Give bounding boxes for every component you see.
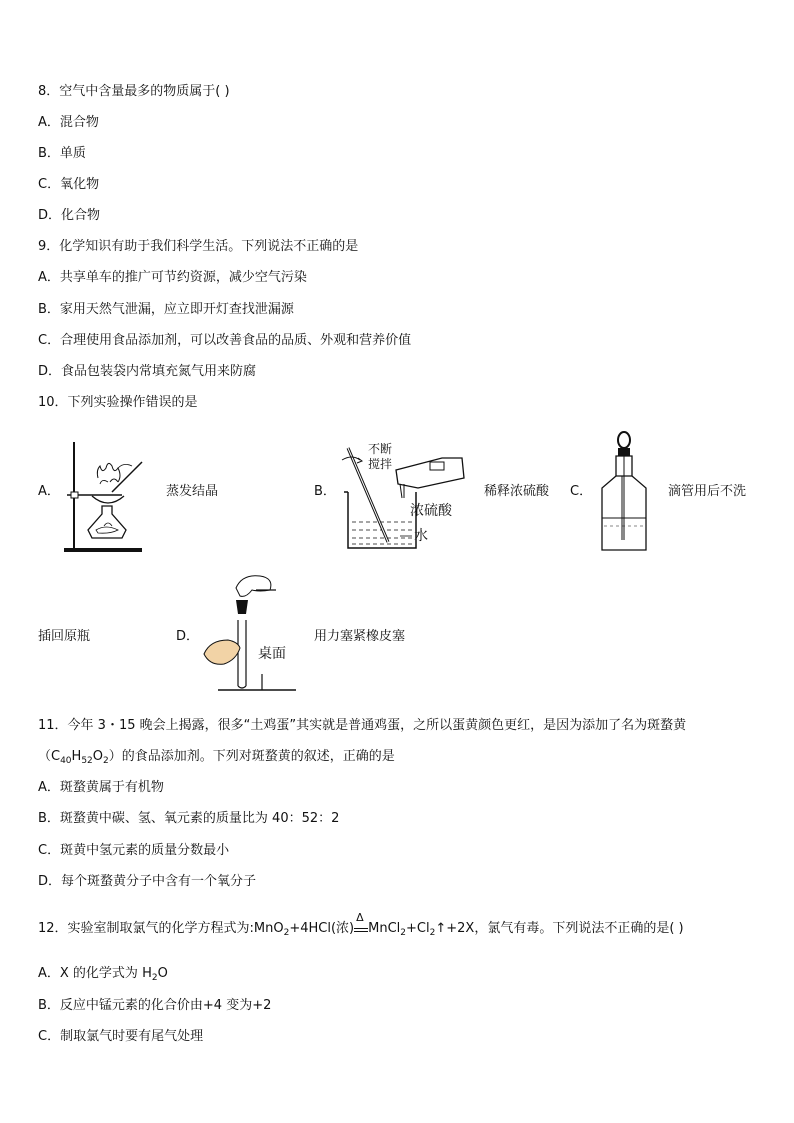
q8-option-b: B．单质 — [38, 146, 86, 161]
q12-eq-sub-3: 2 — [429, 928, 436, 938]
q12-stem-start: 12．实验室制取氯气的化学方程式为:MnO — [38, 921, 284, 936]
evaporation-apparatus-figure — [62, 438, 146, 556]
q12-option-c: C．制取氯气时要有尾气处理 — [38, 1029, 204, 1044]
q10-d-caption: 用力塞紧橡皮塞 — [314, 629, 406, 644]
q12-eq-part-2: +4HCl(浓) — [289, 921, 355, 936]
q10-b-caption: 稀释浓硫酸 — [484, 484, 550, 499]
q12-eq-arrow — [354, 911, 368, 932]
q8-option-a: A．混合物 — [38, 115, 99, 130]
q10-c-caption-continued: 插回原瓶 — [38, 629, 91, 644]
q12-option-a-start: A．X 的化学式为 H — [38, 966, 152, 981]
q11-formula-h-count: 52 — [81, 756, 93, 766]
q10-d-label-table: 桌面 — [258, 646, 286, 662]
q9-option-d: D．食品包装袋内常填充氮气用来防腐 — [38, 364, 257, 379]
q12-stem-end: ↑+2X，氯气有毒。下列说法不正确的是( ) — [435, 921, 684, 936]
q11-option-b: B．斑蝥黄中碳、氢、氧元素的质量比为 40：52：2 — [38, 811, 340, 826]
q8-stem: 8．空气中含量最多的物质属于( ) — [38, 84, 230, 99]
q8-option-c: C．氧化物 — [38, 177, 100, 192]
q9-option-c: C．合理使用食品添加剂，可以改善食品的品质、外观和营养价值 — [38, 333, 412, 348]
q12-eq-part-3: MnCl — [368, 921, 401, 936]
q10-a-caption: 蒸发结晶 — [166, 484, 219, 499]
q11-formula-o-count: 2 — [103, 756, 109, 766]
q12-eq-part-5: +Cl — [406, 921, 430, 936]
q10-c-letter: C． — [570, 484, 593, 499]
q9-option-b: B．家用天然气泄漏，应立即开灯查找泄漏源 — [38, 302, 294, 317]
q12-option-a-end: O — [157, 966, 168, 981]
q11-formula-o: O — [92, 749, 103, 764]
q8-option-d: D．化合物 — [38, 208, 101, 223]
dropper-bottle-figure — [594, 430, 654, 552]
q11-stem-line-2-rest: ）的食品添加剂。下列对斑蝥黄的叙述，正确的是 — [108, 749, 395, 764]
q10-b-label-stir-2: 搅拌 — [368, 457, 393, 471]
q9-option-a: A．共享单车的推广可节约资源，减少空气污染 — [38, 270, 307, 285]
q12-eq-delta: Δ — [356, 911, 364, 924]
q10-b-label-water: 水 — [414, 528, 428, 544]
q12-eq-sub-2: 2 — [400, 928, 407, 938]
q10-stem: 10．下列实验操作错误的是 — [38, 395, 198, 410]
q11-option-c: C．斑黄中氢元素的质量分数最小 — [38, 843, 230, 858]
q12-option-b: B．反应中锰元素的化合价由+4 变为+2 — [38, 998, 272, 1013]
q11-formula-h: H — [71, 749, 82, 764]
q10-c-caption: 滴管用后不洗 — [668, 484, 747, 499]
q10-b-label-acid: 浓硫酸 — [410, 503, 452, 519]
q12-option-a-sub: 2 — [151, 973, 158, 983]
q11-formula-c-count: 40 — [60, 756, 72, 766]
test-tube-stopper-figure — [200, 570, 300, 700]
q11-stem-line-2 — [38, 749, 395, 769]
q10-b-letter: B． — [314, 484, 336, 499]
q11-stem-line-1: 11．今年 3・15 晚会上揭露，很多“土鸡蛋”其实就是普通鸡蛋，之所以蛋黄颜色更红，是因为添加了名为斑蝥黄 — [38, 718, 687, 733]
q10-d-letter: D． — [176, 629, 200, 644]
q11-formula-open: （C — [38, 749, 61, 764]
q11-option-d: D．每个斑蝥黄分子中含有一个氧分子 — [38, 874, 257, 889]
dilute-sulfuric-acid-figure — [338, 440, 470, 552]
q11-option-a: A．斑蝥黄属于有机物 — [38, 780, 164, 795]
q10-a-letter: A． — [38, 484, 60, 499]
q10-b-label-stir-1: 不断 — [368, 442, 393, 456]
q12-option-a — [38, 966, 168, 986]
q9-stem: 9．化学知识有助于我们科学生活。下列说法不正确的是 — [38, 239, 359, 254]
q12-eq-sub-1: 2 — [283, 928, 290, 938]
q12-stem — [38, 911, 684, 941]
